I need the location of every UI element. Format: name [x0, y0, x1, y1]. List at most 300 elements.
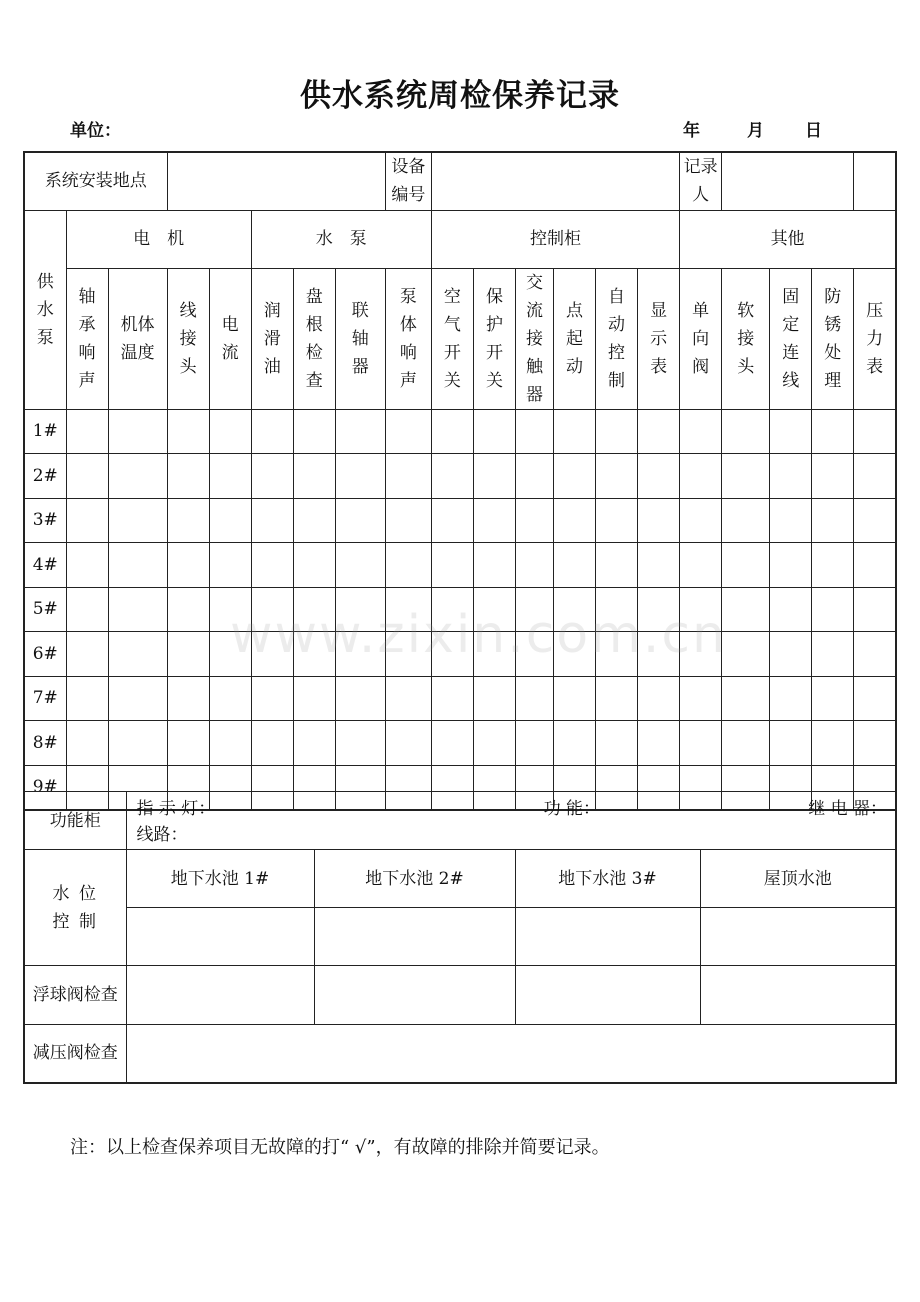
check-cell[interactable] [251, 498, 293, 543]
location-value-cell[interactable] [167, 152, 385, 210]
column-header-char: 油 [263, 356, 281, 377]
check-cell[interactable] [293, 543, 335, 588]
column-header-char: 动 [608, 314, 626, 335]
check-cell[interactable] [251, 587, 293, 632]
column-header-char: 体 [399, 314, 417, 335]
column-header-char: 线 [179, 300, 197, 321]
column-header-char: 阀 [692, 356, 710, 377]
column-header-char: 点 [566, 300, 583, 321]
check-cell[interactable] [473, 587, 515, 632]
column-header-char: 响 [78, 342, 96, 363]
check-cell[interactable] [293, 454, 335, 499]
wiring-label: 线路： [136, 825, 188, 845]
check-cell[interactable] [385, 454, 431, 499]
check-cell[interactable] [167, 498, 209, 543]
check-cell[interactable] [209, 454, 251, 499]
relay-label: 继 电 器： [808, 799, 888, 819]
check-cell[interactable] [553, 721, 595, 766]
check-cell[interactable] [722, 498, 770, 543]
table-row [24, 587, 896, 632]
row-label: 3# [24, 498, 66, 543]
column-header-char: 接 [737, 328, 755, 349]
check-cell[interactable] [293, 409, 335, 454]
page-title: 供水系统周检保养记录 [300, 78, 620, 114]
pressure-valve-label: 减压阀检查 [32, 1043, 118, 1064]
check-cell[interactable] [293, 721, 335, 766]
row-label: 2# [24, 454, 66, 499]
check-cell[interactable] [854, 676, 896, 721]
check-cell[interactable] [385, 676, 431, 721]
check-cell[interactable] [167, 721, 209, 766]
check-cell[interactable] [108, 676, 167, 721]
check-cell[interactable] [596, 454, 638, 499]
table-row [24, 632, 896, 677]
column-header-char: 联 [351, 300, 369, 321]
column-header-char: 控 [608, 342, 626, 363]
check-cell[interactable] [638, 587, 680, 632]
check-cell[interactable] [209, 409, 251, 454]
column-header-char: 接 [525, 328, 543, 349]
check-cell[interactable] [812, 721, 854, 766]
column-header-char: 锈 [824, 314, 842, 335]
pool-header: 屋顶水池 [700, 850, 896, 908]
column-header-char: 开 [443, 342, 461, 363]
check-cell[interactable] [66, 498, 108, 543]
check-cell[interactable] [770, 632, 812, 677]
check-cell[interactable] [431, 632, 473, 677]
check-cell[interactable] [770, 454, 812, 499]
check-cell[interactable] [167, 454, 209, 499]
column-header-char: 交 [525, 272, 543, 293]
check-cell[interactable] [812, 409, 854, 454]
column-header-char: 接 [179, 328, 197, 349]
check-cell[interactable] [596, 543, 638, 588]
column-header-char: 保 [485, 286, 503, 307]
column-header-char: 滑 [263, 328, 281, 349]
check-cell[interactable] [812, 454, 854, 499]
check-cell[interactable] [385, 498, 431, 543]
location-label-cell [24, 152, 167, 210]
column-header-char: 根 [305, 314, 323, 335]
check-cell[interactable] [335, 587, 385, 632]
other-group: 其他 [680, 210, 896, 268]
check-cell[interactable] [293, 498, 335, 543]
column-header [854, 268, 896, 409]
check-cell[interactable] [66, 454, 108, 499]
column-header-char: 关 [485, 370, 503, 391]
pressure-valve-label-cell [24, 1025, 126, 1083]
float-valve-cell[interactable] [126, 966, 314, 1025]
check-cell[interactable] [385, 409, 431, 454]
check-cell[interactable] [473, 409, 515, 454]
column-header-char: 检 [305, 342, 323, 363]
check-cell[interactable] [515, 409, 553, 454]
device-no-label-cell [385, 152, 431, 210]
column-header-char: 连 [782, 342, 800, 363]
function-cabinet-label: 功能柜 [24, 792, 126, 850]
check-cell[interactable] [431, 587, 473, 632]
check-cell[interactable] [854, 543, 896, 588]
check-cell[interactable] [770, 676, 812, 721]
check-cell[interactable] [335, 721, 385, 766]
check-cell[interactable] [108, 409, 167, 454]
column-header-char: 声 [78, 370, 96, 391]
check-cell[interactable] [638, 676, 680, 721]
device-no-value-cell[interactable] [431, 152, 679, 210]
float-valve-label: 浮球阀检查 [32, 985, 118, 1005]
check-cell[interactable] [167, 632, 209, 677]
month-label: 月 [747, 121, 764, 141]
check-cell[interactable] [770, 721, 812, 766]
column-header [431, 268, 473, 409]
check-cell[interactable] [638, 454, 680, 499]
column-header-char: 显 [650, 300, 668, 321]
check-cell[interactable] [722, 543, 770, 588]
check-cell[interactable] [385, 632, 431, 677]
pool-header: 地下水池 3# [515, 850, 700, 908]
check-cell[interactable] [473, 543, 515, 588]
check-cell[interactable] [251, 721, 293, 766]
pool-value-cell[interactable] [126, 908, 314, 966]
check-cell[interactable] [515, 498, 553, 543]
check-cell[interactable] [770, 543, 812, 588]
column-header-char: 动 [566, 356, 583, 377]
check-cell[interactable] [854, 454, 896, 499]
row-label: 9# [24, 765, 66, 810]
motor-group: 电 机 [66, 210, 251, 268]
check-cell[interactable] [854, 498, 896, 543]
bottom-table [23, 791, 897, 1084]
column-header-char: 声 [399, 370, 417, 391]
column-header [251, 268, 293, 409]
column-header-char: 软 [737, 300, 755, 321]
column-header-char: 触 [525, 356, 543, 377]
column-header-char: 压 [866, 300, 884, 321]
check-cell[interactable] [385, 543, 431, 588]
check-cell[interactable] [638, 543, 680, 588]
check-cell[interactable] [638, 498, 680, 543]
check-cell[interactable] [335, 676, 385, 721]
check-cell[interactable] [812, 632, 854, 677]
float-valve-cell[interactable] [700, 966, 896, 1025]
check-cell[interactable] [335, 543, 385, 588]
column-header [108, 268, 167, 409]
check-cell[interactable] [553, 409, 595, 454]
pool-value-cell[interactable] [700, 908, 896, 966]
column-header [335, 268, 385, 409]
check-cell[interactable] [553, 543, 595, 588]
column-header [553, 268, 595, 409]
row-label: 1# [24, 409, 66, 454]
column-header-char: 流 [525, 300, 543, 321]
check-cell[interactable] [473, 632, 515, 677]
column-header-char: 单 [692, 300, 710, 321]
check-cell[interactable] [680, 543, 722, 588]
pump-label: 供水泵 [36, 271, 54, 348]
control-cabinet-group: 控制柜 [431, 210, 679, 268]
column-header [680, 268, 722, 409]
check-cell[interactable] [722, 454, 770, 499]
check-cell[interactable] [553, 632, 595, 677]
check-cell[interactable] [515, 632, 553, 677]
check-cell[interactable] [167, 409, 209, 454]
check-cell[interactable] [515, 454, 553, 499]
check-cell[interactable] [66, 676, 108, 721]
check-cell[interactable] [722, 676, 770, 721]
check-cell[interactable] [680, 587, 722, 632]
check-cell[interactable] [638, 409, 680, 454]
recorder-value-cell[interactable] [722, 152, 854, 210]
column-header-char: 起 [566, 328, 583, 349]
water-level-label-cell [24, 850, 126, 966]
check-cell[interactable] [431, 721, 473, 766]
check-cell[interactable] [431, 409, 473, 454]
check-cell[interactable] [812, 498, 854, 543]
check-cell[interactable] [722, 721, 770, 766]
column-header-char: 防 [824, 286, 842, 307]
check-cell[interactable] [596, 676, 638, 721]
check-cell[interactable] [515, 587, 553, 632]
indicator-label: 指 示 灯： [136, 799, 216, 819]
check-cell[interactable] [66, 721, 108, 766]
float-valve-cell[interactable] [314, 966, 515, 1025]
column-header [515, 268, 553, 409]
check-cell[interactable] [722, 632, 770, 677]
pressure-valve-cell[interactable] [126, 1025, 896, 1083]
column-header-char: 定 [782, 314, 800, 335]
location-label: 系统安装地点 [44, 171, 147, 192]
column-header-char: 头 [179, 356, 197, 377]
recorder-label-cell [680, 152, 722, 210]
water-pump-group: 水 泵 [251, 210, 431, 268]
check-cell[interactable] [108, 498, 167, 543]
check-cell[interactable] [335, 454, 385, 499]
table-row [24, 409, 896, 454]
watermark: www.zixin.com.cn [230, 605, 727, 665]
check-cell[interactable] [596, 409, 638, 454]
check-cell[interactable] [251, 454, 293, 499]
column-header-char: 制 [608, 370, 626, 391]
check-cell[interactable] [108, 454, 167, 499]
column-header [293, 268, 335, 409]
check-cell[interactable] [293, 632, 335, 677]
check-cell[interactable] [680, 409, 722, 454]
column-header-char: 流 [221, 342, 239, 363]
column-header-char: 盘 [305, 286, 323, 307]
check-cell[interactable] [335, 632, 385, 677]
check-cell[interactable] [553, 587, 595, 632]
table-row [24, 676, 896, 721]
column-header-char: 理 [824, 370, 842, 391]
unit-label: 单位： [70, 121, 121, 141]
column-header [385, 268, 431, 409]
check-cell[interactable] [680, 721, 722, 766]
check-cell[interactable] [251, 632, 293, 677]
check-cell[interactable] [812, 676, 854, 721]
day-label: 日 [805, 121, 822, 141]
row-label: 7# [24, 676, 66, 721]
column-header-char: 器 [525, 384, 543, 405]
check-cell[interactable] [66, 632, 108, 677]
column-header [209, 268, 251, 409]
check-cell[interactable] [722, 409, 770, 454]
check-cell[interactable] [167, 587, 209, 632]
check-cell[interactable] [473, 454, 515, 499]
check-cell[interactable] [108, 543, 167, 588]
check-cell[interactable] [209, 676, 251, 721]
function-cabinet-cell[interactable] [126, 792, 896, 850]
column-header-char: 器 [351, 356, 369, 377]
row-label: 4# [24, 543, 66, 588]
check-cell[interactable] [167, 676, 209, 721]
check-cell[interactable] [251, 676, 293, 721]
pump-label-cell [24, 210, 66, 409]
check-cell[interactable] [293, 587, 335, 632]
check-cell[interactable] [66, 543, 108, 588]
check-cell[interactable] [638, 721, 680, 766]
check-cell[interactable] [473, 498, 515, 543]
column-header-char: 承 [78, 314, 96, 335]
check-cell[interactable] [515, 676, 553, 721]
check-cell[interactable] [680, 454, 722, 499]
check-cell[interactable] [812, 543, 854, 588]
check-cell[interactable] [553, 498, 595, 543]
row-label: 5# [24, 587, 66, 632]
check-cell[interactable] [167, 543, 209, 588]
recorder-label: 记录人 [683, 157, 718, 206]
float-valve-cell[interactable] [515, 966, 700, 1025]
check-cell[interactable] [854, 632, 896, 677]
table-row [24, 454, 896, 499]
column-header-char: 轴 [351, 328, 369, 349]
column-header-char: 处 [824, 342, 842, 363]
check-cell[interactable] [770, 498, 812, 543]
check-cell[interactable] [335, 409, 385, 454]
check-cell[interactable] [812, 587, 854, 632]
check-cell[interactable] [596, 632, 638, 677]
check-cell[interactable] [854, 409, 896, 454]
check-cell[interactable] [680, 632, 722, 677]
year-label: 年 [683, 121, 700, 141]
column-header-char: 润 [263, 300, 281, 321]
check-cell[interactable] [209, 543, 251, 588]
column-header [770, 268, 812, 409]
pool-header: 地下水池 1# [126, 850, 314, 908]
column-header-char: 电 [221, 314, 239, 335]
check-cell[interactable] [515, 721, 553, 766]
water-level-label: 水 位 控 制 [52, 883, 98, 932]
check-cell[interactable] [596, 587, 638, 632]
check-cell[interactable] [66, 587, 108, 632]
check-cell[interactable] [385, 721, 431, 766]
column-header-char: 温度 [120, 342, 155, 363]
check-cell[interactable] [722, 587, 770, 632]
column-header-char: 泵 [399, 286, 417, 307]
column-header-char: 响 [399, 342, 417, 363]
column-header-char: 护 [485, 314, 503, 335]
check-cell[interactable] [108, 587, 167, 632]
column-header-char: 示 [650, 328, 668, 349]
check-cell[interactable] [854, 587, 896, 632]
check-cell[interactable] [596, 721, 638, 766]
check-cell[interactable] [66, 409, 108, 454]
check-cell[interactable] [431, 543, 473, 588]
pool-header: 地下水池 2# [314, 850, 515, 908]
column-header-char: 自 [608, 286, 626, 307]
check-cell[interactable] [385, 587, 431, 632]
column-header-char: 向 [692, 328, 710, 349]
check-cell[interactable] [770, 409, 812, 454]
column-header [638, 268, 680, 409]
check-cell[interactable] [854, 721, 896, 766]
table-row [24, 721, 896, 766]
column-header [722, 268, 770, 409]
column-header-char: 表 [650, 356, 668, 377]
function-label: 功 能： [543, 799, 600, 819]
column-header-char: 轴 [78, 286, 96, 307]
check-cell[interactable] [473, 676, 515, 721]
check-cell[interactable] [770, 587, 812, 632]
check-cell[interactable] [209, 498, 251, 543]
check-cell[interactable] [553, 454, 595, 499]
column-header-char: 查 [305, 370, 323, 391]
table-row [24, 543, 896, 588]
check-cell[interactable] [209, 632, 251, 677]
check-cell[interactable] [209, 721, 251, 766]
check-cell[interactable] [431, 676, 473, 721]
check-cell[interactable] [431, 454, 473, 499]
check-cell[interactable] [596, 498, 638, 543]
column-header-char: 机体 [120, 314, 155, 335]
column-header-char: 头 [737, 356, 755, 377]
float-valve-label-cell [24, 966, 126, 1025]
pool-value-cell[interactable] [515, 908, 700, 966]
column-header-char: 表 [866, 356, 884, 377]
column-header-char: 线 [782, 370, 800, 391]
check-cell[interactable] [473, 721, 515, 766]
date-line [683, 116, 822, 141]
check-cell[interactable] [209, 587, 251, 632]
column-header-char: 空 [443, 286, 461, 307]
column-header-char: 关 [443, 370, 461, 391]
column-header [812, 268, 854, 409]
check-cell[interactable] [293, 676, 335, 721]
row-label: 6# [24, 632, 66, 677]
check-cell[interactable] [431, 498, 473, 543]
check-cell[interactable] [553, 676, 595, 721]
check-cell[interactable] [251, 543, 293, 588]
column-header-char: 力 [866, 328, 884, 349]
check-cell[interactable] [638, 632, 680, 677]
check-cell[interactable] [251, 409, 293, 454]
inspection-table [23, 151, 897, 811]
check-cell[interactable] [335, 498, 385, 543]
footer-note: 注：以上检查保养项目无故障的打“ √”，有故障的排除并简要记录。 [70, 1137, 610, 1158]
column-header-char: 气 [443, 314, 461, 335]
check-cell[interactable] [515, 543, 553, 588]
column-header-char: 开 [485, 342, 503, 363]
pool-value-cell[interactable] [314, 908, 515, 966]
device-no-label: 设备编号 [391, 157, 426, 206]
check-cell[interactable] [108, 721, 167, 766]
check-cell[interactable] [680, 498, 722, 543]
column-header [66, 268, 108, 409]
check-cell[interactable] [680, 676, 722, 721]
column-header [473, 268, 515, 409]
check-cell[interactable] [108, 632, 167, 677]
column-header [596, 268, 638, 409]
row-label: 8# [24, 721, 66, 766]
